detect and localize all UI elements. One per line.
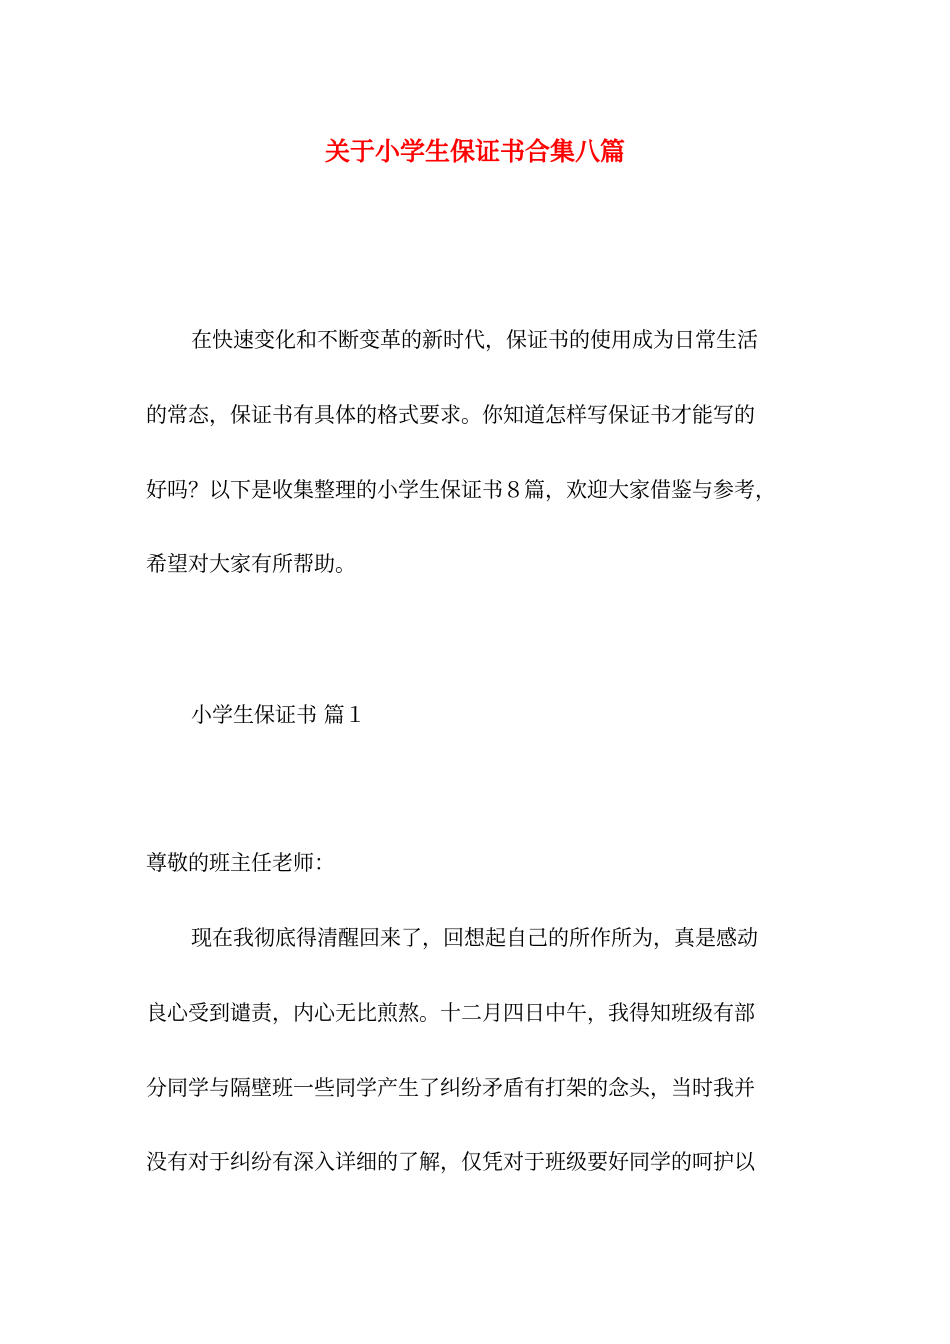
intro-line-3: 好吗？以下是收集整理的小学生保证书８篇，欢迎大家借鉴与参考， (146, 478, 776, 502)
body-line-3: 分同学与隔壁班一些同学产生了纠纷矛盾有打架的念头，当时我并 (146, 1076, 755, 1100)
intro-line-4: 希望对大家有所帮助。 (146, 552, 356, 576)
body-line-1: 现在我彻底得清醒回来了，回想起自己的所作所为，真是感动 (191, 926, 758, 950)
body-line-4: 没有对于纠纷有深入详细的了解，仅凭对于班级要好同学的呵护以 (146, 1150, 755, 1174)
salutation: 尊敬的班主任老师： (146, 851, 335, 875)
intro-line-1: 在快速变化和不断变革的新时代，保证书的使用成为日常生活 (191, 328, 758, 352)
body-line-2: 良心受到谴责，内心无比煎熬。十二月四日中午，我得知班级有部 (146, 1001, 755, 1025)
section-heading: 小学生保证书 篇１ (191, 703, 366, 727)
document-title: 关于小学生保证书合集八篇 (324, 137, 625, 166)
intro-line-2: 的常态，保证书有具体的格式要求。你知道怎样写保证书才能写的 (146, 403, 755, 427)
